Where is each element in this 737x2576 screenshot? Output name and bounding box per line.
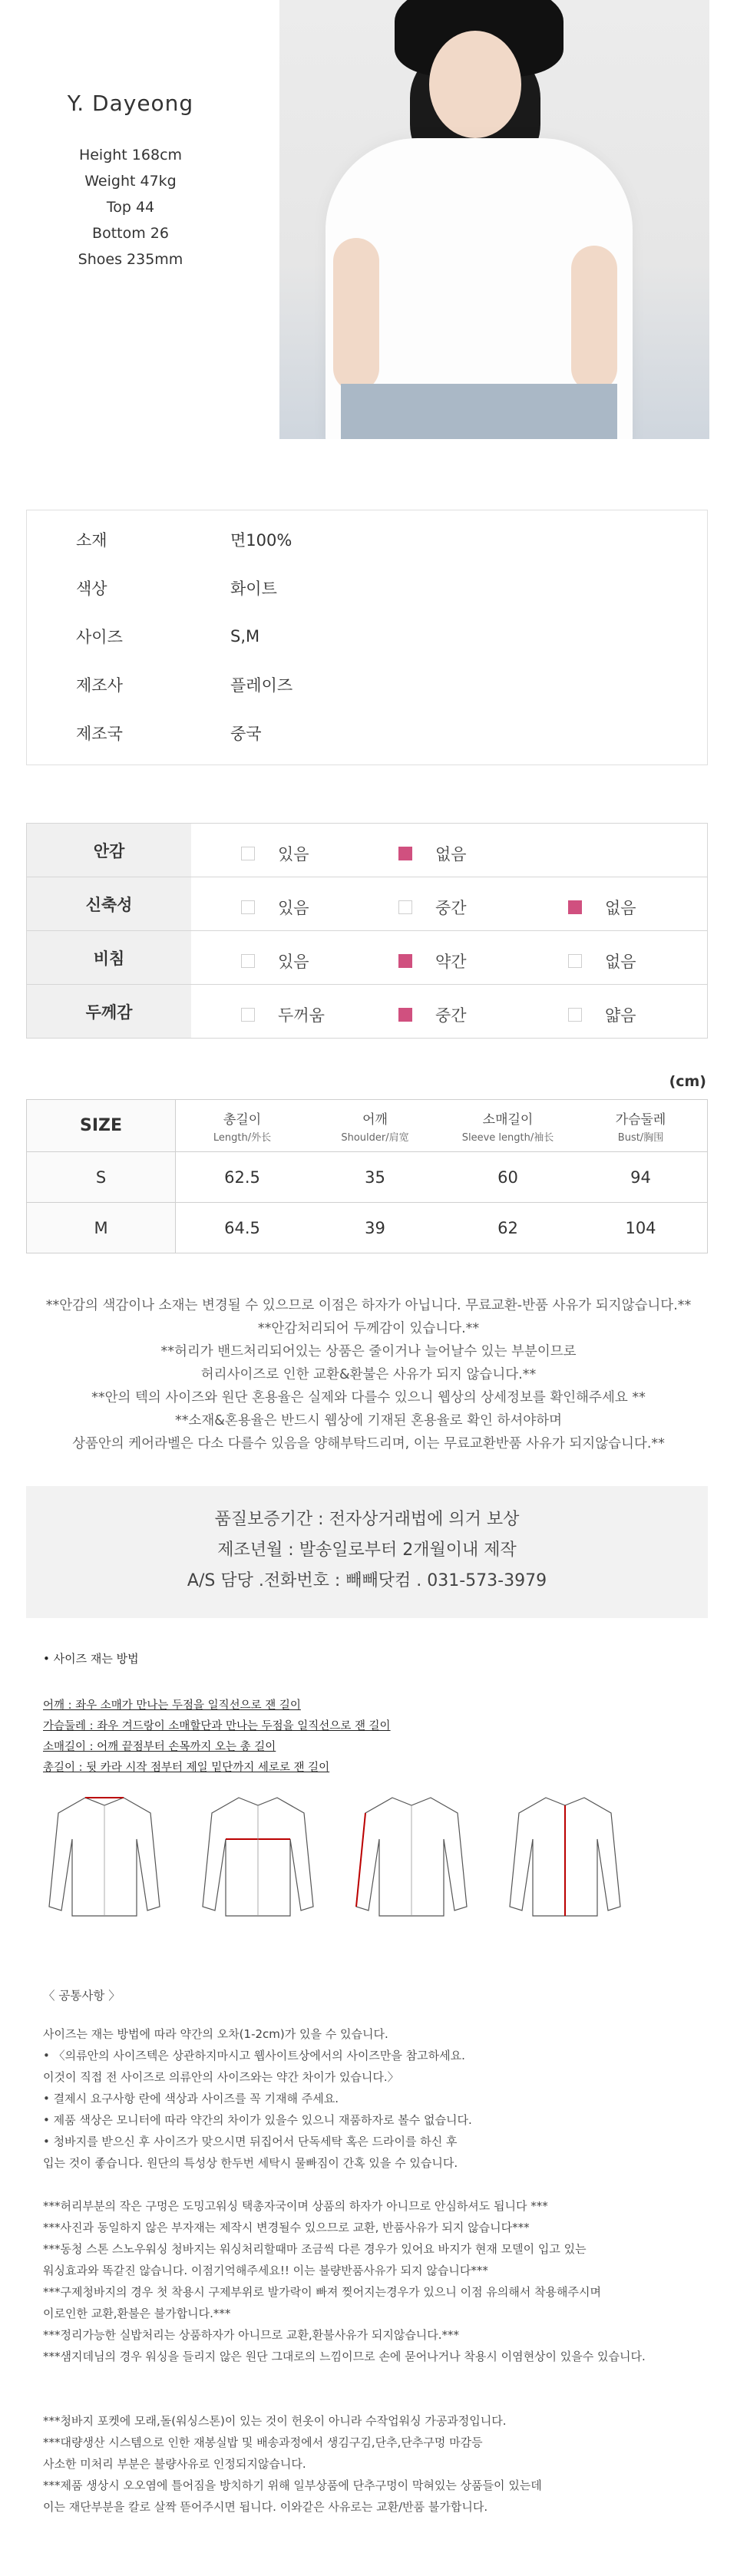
info-row-manufacturer: [27, 660, 707, 708]
checkbox-empty: [398, 900, 412, 914]
notice-line: **소재&혼용율은 반드시 웹상에 기재된 혼용율로 확인 하셔야하며: [174, 1413, 563, 1428]
info-key: 색상: [76, 579, 107, 598]
info-row-country: [27, 708, 707, 757]
size-col-sleeve: [441, 1100, 574, 1151]
feature-row-sheerness: [26, 931, 708, 985]
model-info: [46, 91, 215, 272]
model-photo: [279, 0, 709, 439]
feature-option: [398, 1003, 467, 1026]
feature-row-lining: [26, 824, 708, 877]
common-line: 사소한 미처리 부분은 불량사유로 인정되지않습니다.: [43, 2457, 306, 2471]
notice-block: [0, 1294, 737, 1455]
col-title: 소매길이: [482, 1111, 534, 1128]
common-line: • 〈의류안의 사이즈텍은 상관하지마시고 웹사이트상에서의 사이즈만을 참고하세요.: [43, 2049, 465, 2062]
shirt-bust-diagram: [197, 1792, 319, 1922]
size-value: 35: [365, 1167, 385, 1187]
feature-options: [191, 824, 708, 877]
notice-line: **안감처리되어 두께감이 있습니다.**: [257, 1321, 480, 1336]
common-line: • 결제시 요구사항 란에 색상과 사이즈를 꼭 기재해 주세요.: [43, 2092, 339, 2105]
notice-line: **안의 텍의 사이즈와 원단 혼용율은 실제와 다를수 있으니 웹상의 상세정보를 확인해주세요 **: [91, 1390, 646, 1405]
common-line: 입는 것이 좋습니다. 원단의 특성상 한두번 세탁시 물빠짐이 간혹 있을 수 있습니다.: [43, 2156, 458, 2170]
product-info-table: [26, 510, 708, 765]
common-line: ***동청 스톤 스노우워싱 청바지는 워싱처리할때마 조금씩 다른 경우가 있어요 바지가 현재 모델이 입고 있는: [43, 2242, 587, 2256]
model-section: [0, 0, 737, 476]
measure-length: 총길이 : 뒷 카라 시작 점부터 제일 밑단까지 세로로 잰 길이: [43, 1762, 330, 1774]
size-col-length: [176, 1100, 309, 1151]
common-line: • 청바지를 받으신 후 사이즈가 맞으시면 뒤집어서 단독세탁 혹은 드라이를 하신 후: [43, 2135, 458, 2148]
checkbox-empty: [568, 954, 582, 968]
measure-shoulder: 어깨 : 좌우 소매가 만나는 두점을 일직선으로 잰 길이: [43, 1699, 301, 1712]
col-title: 가슴둘레: [615, 1111, 666, 1128]
checkbox-empty: [568, 1008, 582, 1022]
option-label: 있음: [278, 899, 309, 917]
checkbox-checked: [398, 847, 412, 860]
col-title: 어깨: [362, 1111, 388, 1128]
photo-arm-right: [571, 246, 617, 391]
size-row-s: [26, 1152, 708, 1203]
common-notes: [43, 1986, 703, 2518]
guarantee-line: A/S 담당 .전화번호 : 빼빼닷컴 . 031-573-3979: [187, 1571, 547, 1590]
size-unit: (cm): [669, 1073, 706, 1090]
feature-option: [568, 896, 636, 919]
feature-option: [241, 842, 309, 865]
measure-sleeve: 소매길이 : 어깨 끝점부터 손목까지 오는 총 길이: [43, 1741, 276, 1753]
common-line: ***제품 생상시 오오염에 틀어짐을 방치하기 위해 일부상품에 단추구멍이 막혀있는 상품들이 있는데: [43, 2479, 542, 2492]
notice-line: 상품안의 케어라벨은 다소 다를수 있음을 양해부탁드리며, 이는 무료교환반품 사유가 되지않습니다.**: [72, 1436, 665, 1451]
common-line: ***정리가능한 실밥처리는 상품하자가 아니므로 교환,환불사유가 되지않습니다.***: [43, 2328, 460, 2342]
shirt-sleeve-diagram: [350, 1792, 473, 1922]
size-value: 104: [574, 1203, 708, 1253]
model-height: Height 168cm: [78, 147, 183, 163]
photo-jeans: [341, 384, 617, 439]
size-value: 62.5: [224, 1167, 260, 1187]
info-key: 제조국: [76, 724, 123, 743]
info-key: 사이즈: [76, 627, 123, 646]
guarantee-box: [26, 1486, 708, 1618]
checkbox-empty: [241, 1008, 255, 1022]
info-key: 소재: [76, 530, 107, 550]
feature-option: [398, 896, 467, 919]
common-line: ***청바지 포켓에 모래,돌(워싱스톤)이 있는 것이 헌옷이 아니라 수작업워싱 가공과정입니다.: [43, 2414, 507, 2428]
common-line: 이것이 직접 전 사이즈로 의류안의 사이즈와는 약간 차이가 있습니다.〉: [43, 2070, 399, 2084]
common-line: ***허리부분의 작은 구멍은 도밍고워싱 택총자국이며 상품의 하자가 아니므로 안심하셔도 됩니다 ***: [43, 2199, 548, 2213]
photo-face: [429, 31, 521, 138]
measure-diagrams: [43, 1792, 626, 1922]
feature-options: [191, 931, 708, 984]
option-label: 중간: [435, 899, 467, 917]
feature-option: [241, 1003, 325, 1026]
guarantee-line: 제조년월 : 발송일로부터 2개월이내 제작: [217, 1541, 517, 1560]
common-line: ***샘지데님의 경우 워싱을 들리지 않은 원단 그대로의 느낌이므로 손에 묻어나거나 착용시 이염현상이 있을수 있습니다.: [43, 2350, 646, 2363]
checkbox-empty: [241, 954, 255, 968]
model-weight: Weight 47kg: [84, 173, 177, 190]
size-row-m: [26, 1203, 708, 1253]
info-value: 중국: [230, 724, 262, 743]
common-line: ***구제청바지의 경우 첫 착용시 구제부위로 발가락이 빠져 찢어지는경우가 있으니 이점 유의해서 착용해주시며: [43, 2285, 602, 2299]
feature-label: 두께감: [26, 985, 191, 1038]
option-label: 약간: [435, 953, 467, 971]
info-value: 면100%: [230, 530, 292, 550]
info-key: 제조사: [76, 675, 123, 695]
measure-bust: 가슴둘레 : 좌우 겨드랑이 소매할단과 만나는 두점을 일직선으로 잰 길이: [43, 1720, 391, 1732]
size-name: M: [26, 1203, 176, 1253]
feature-row-stretch: [26, 877, 708, 931]
measure-guide: [43, 1650, 391, 1778]
feature-option: [568, 1003, 636, 1026]
photo-arm-left: [333, 238, 379, 391]
size-col-bust: [574, 1100, 708, 1151]
size-value: 39: [365, 1218, 385, 1237]
size-value: 62: [497, 1218, 518, 1237]
checkbox-checked: [398, 1008, 412, 1022]
notice-line: 허리사이즈로 인한 교환&환불은 사유가 되지 않습니다.**: [200, 1367, 537, 1382]
size-value: 64.5: [224, 1218, 260, 1237]
notice-line: **허리가 밴드처리되어있는 상품은 줄이거나 늘어날수 있는 부분이므로: [160, 1344, 577, 1359]
feature-label: 신축성: [26, 877, 191, 930]
size-col-shoulder: [309, 1100, 441, 1151]
common-line: 워싱효과와 똑같진 않습니다. 이점기억해주세요!! 이는 불량반품사유가 되지 않습니다***: [43, 2264, 488, 2277]
feature-options: [191, 985, 708, 1038]
shirt-length-diagram: [504, 1792, 626, 1922]
size-value: 60: [497, 1167, 518, 1187]
common-line: 사이즈는 재는 방법에 따라 약간의 오차(1-2cm)가 있을 수 있습니다.: [43, 2027, 388, 2041]
option-label: 있음: [278, 845, 309, 864]
checkbox-checked: [398, 954, 412, 968]
option-label: 없음: [435, 845, 467, 864]
checkbox-empty: [241, 847, 255, 860]
notice-line: **안감의 색감이나 소재는 변경될 수 있으므로 이점은 하자가 아닙니다. 무료교환-반품 사유가 되지않습니다.**: [45, 1298, 692, 1313]
model-top: Top 44: [106, 199, 155, 216]
size-value: 94: [574, 1152, 708, 1202]
model-bottom: Bottom 26: [92, 225, 169, 242]
feature-option: [398, 949, 467, 973]
size-header-label: SIZE: [26, 1100, 176, 1151]
common-line: ***사진과 동일하지 않은 부자재는 제작시 변경될수 있으므로 교환, 반품사유가 되지 않습니다***: [43, 2221, 530, 2234]
info-row-color: [27, 563, 707, 612]
common-line: 이로인한 교환,환불은 불가합니다.***: [43, 2307, 231, 2320]
measure-title: • 사이즈 재는 방법: [43, 1652, 139, 1666]
model-shoes: Shoes 235mm: [78, 251, 183, 268]
info-value: 화이트: [230, 579, 277, 598]
col-subtitle: Length/外长: [213, 1131, 272, 1144]
col-subtitle: Sleeve length/袖长: [461, 1131, 554, 1144]
common-line: 이는 재단부분을 칼로 살짝 뜯어주시면 됩니다. 이와같은 사유로는 교환/반품 불가합니다.: [43, 2500, 488, 2514]
option-label: 있음: [278, 953, 309, 971]
common-line: ***대량생산 시스템으로 인한 재봉실밥 및 배송과정에서 생김구김,단추,단추구멍 마감등: [43, 2436, 483, 2449]
col-title: 총길이: [223, 1111, 262, 1128]
feature-option: [241, 949, 309, 973]
common-title: 〈 공통사항 〉: [43, 1989, 121, 2003]
option-label: 두꺼움: [278, 1006, 325, 1025]
checkbox-checked: [568, 900, 582, 914]
col-subtitle: Shoulder/肩宽: [341, 1131, 409, 1144]
guarantee-line: 품질보증기간 : 전자상거래법에 의거 보상: [214, 1510, 520, 1529]
feature-label: 비침: [26, 931, 191, 984]
info-row-material: [27, 515, 707, 563]
common-line: • 제품 색상은 모니터에 따라 약간의 차이가 있을수 있으니 재품하자로 볼수 없습니다.: [43, 2113, 472, 2127]
size-header-row: [26, 1100, 708, 1152]
feature-option: [568, 949, 636, 973]
option-label: 얇음: [605, 1006, 636, 1025]
option-label: 중간: [435, 1006, 467, 1025]
feature-table: [26, 823, 708, 1039]
feature-option: [398, 842, 467, 865]
feature-row-thickness: [26, 985, 708, 1039]
shirt-shoulder-diagram: [43, 1792, 166, 1922]
info-value: S,M: [230, 626, 260, 646]
feature-options: [191, 877, 708, 930]
size-name: S: [26, 1152, 176, 1202]
info-row-size: [27, 612, 707, 660]
model-name: Y. Dayeong: [67, 91, 194, 116]
checkbox-empty: [241, 900, 255, 914]
size-table: [26, 1099, 708, 1253]
option-label: 없음: [605, 953, 636, 971]
feature-option: [241, 896, 309, 919]
option-label: 없음: [605, 899, 636, 917]
col-subtitle: Bust/胸围: [617, 1131, 664, 1144]
info-value: 플레이즈: [230, 675, 293, 695]
feature-label: 안감: [26, 824, 191, 877]
